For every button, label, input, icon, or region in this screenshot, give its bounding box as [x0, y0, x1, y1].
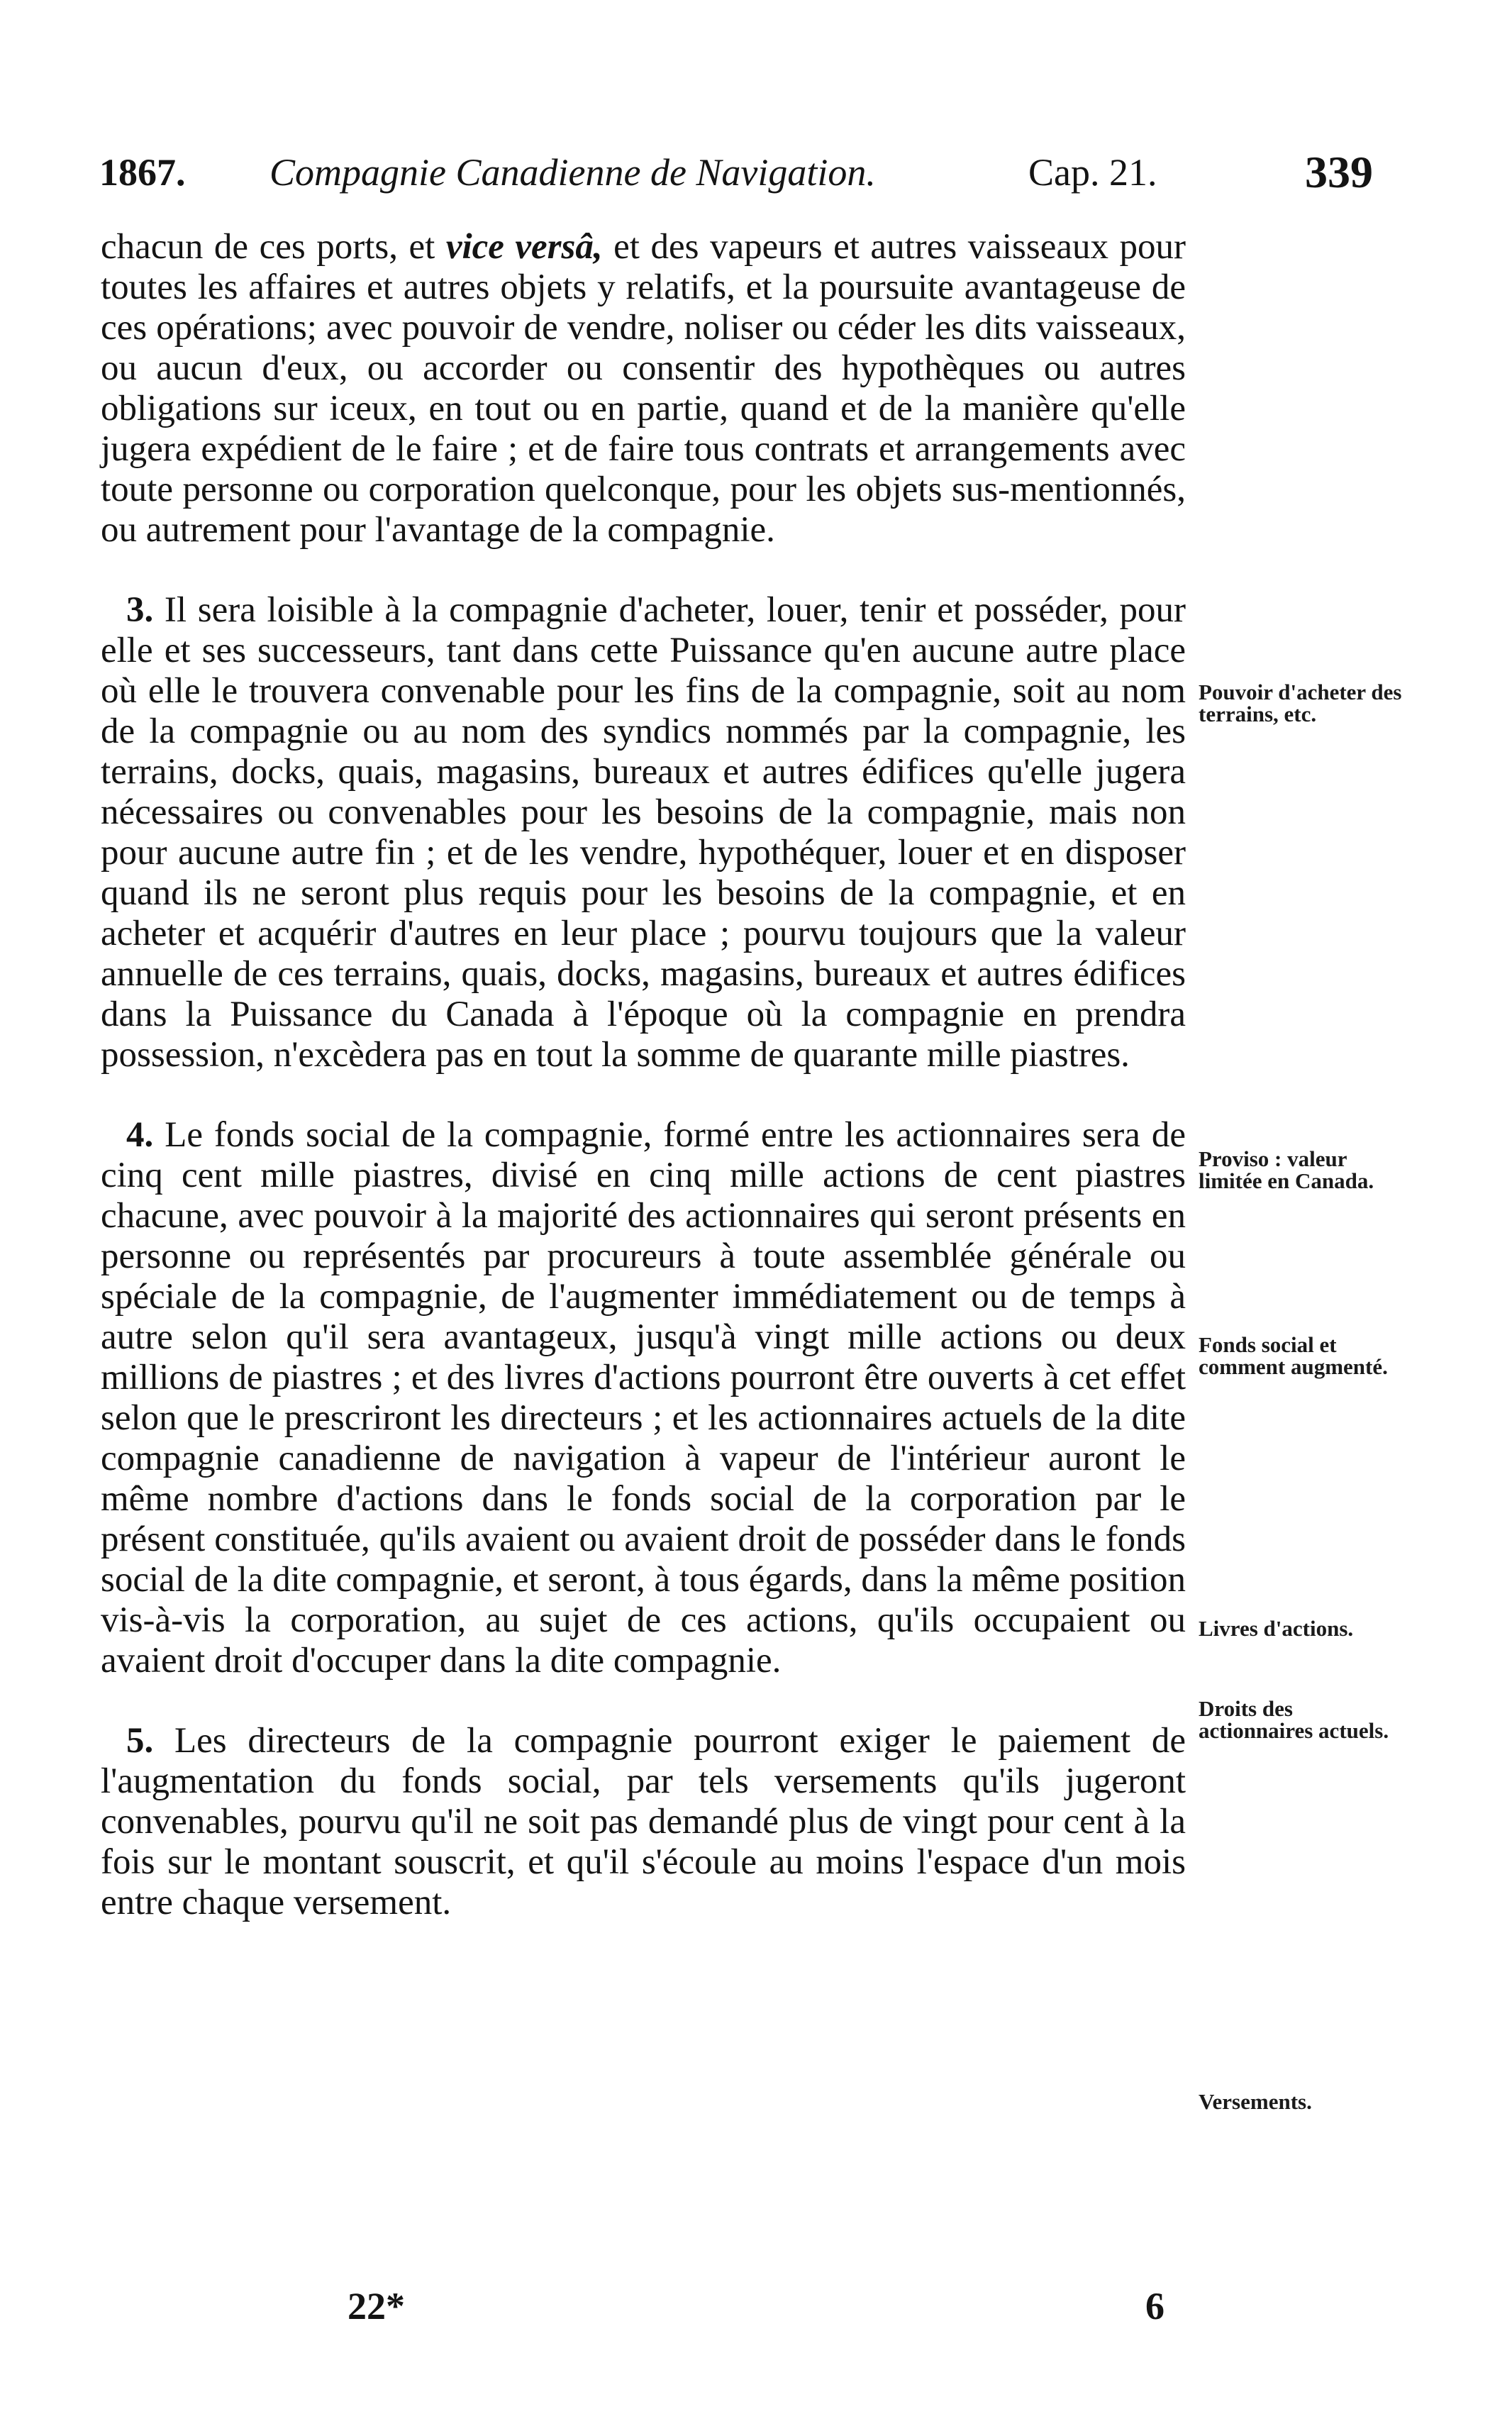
- header-chapter: Cap. 21.: [1028, 151, 1157, 194]
- printer-signature: 22*: [348, 2285, 405, 2327]
- main-text-column: [101, 227, 1186, 1923]
- side-note-droits: Droits des actionnaires actuels.: [1199, 1696, 1389, 1743]
- page-number: 339: [1305, 147, 1373, 197]
- section-3-text: Il sera loisible à la compagnie d'acheter, louer, tenir et posséder, pour elle et ses successeurs, tant dans cette Puissance qu'en aucune autre place où elle le trouvera convenable pour les fins de la compagnie, soit au nom de la compagnie ou au nom des syndics nommés par la compagnie, les terrains, docks, quais, magasins, bureaux et autres édifices qu'elle jugera nécessaires ou convenables pour les besoins de la compagnie, mais non pour aucune autre fin ; et de les vendre, hypothéquer, louer et en disposer quand ils ne seront plus requis pour les besoins de la compagnie, et en acheter et acquérir d'autres en leur place ; pourvu toujours que la valeur annuelle de ces terrains, quais, docks, magasins, bureaux et autres édifices dans la Puissance du Canada à l'époque où la compagnie en prendra possession, n'excèdera pas en tout la somme de quarante mille piastres.: [101, 590, 1186, 1075]
- section-5-text: Les directeurs de la compagnie pourront exiger le paiement de l'augmentation du fonds social, par tels versements qu'ils jugeront convenables, pourvu qu'il ne soit pas demandé plus de vingt pour cent à la fois sur le montant souscrit, et qu'il s'écoule au moins l'espace d'un mois entre chaque versement.: [101, 1721, 1186, 1922]
- paragraph-gap: [101, 1681, 1186, 1721]
- side-note-livres: Livres d'actions.: [1199, 1616, 1354, 1641]
- side-note-proviso: Proviso : valeur limitée en Canada.: [1199, 1146, 1374, 1193]
- section-4-number: 4.: [126, 1115, 154, 1155]
- section-4-text: Le fonds social de la compagnie, formé entre les actionnaires sera de cinq cent mille piastres, divisé en cinq mille actions de cent piastres chacune, avec pouvoir à la majorité des actionnaires qui seront présents en personne ou représentés par procureurs à toute assemblée générale ou spéciale de la compagnie, de l'augmenter immédiatement ou de temps à autre selon qu'il sera avantageux, jusqu'à vingt mille actions ou deux millions de piastres ; et des livres d'actions pourront être ouverts à cet effet selon que le prescriront les directeurs ; et les actionnaires actuels de la dite compagnie canadienne de navigation à vapeur de l'intérieur auront le même nombre d'actions dans le fonds social de la corporation par le présent constituée, qu'ils avaient ou avaient droit de posséder dans le fonds social de la dite compagnie, et seront, à tous égards, dans la même position vis-à-vis la corporation, au sujet de ces actions, qu'ils occupaient ou avaient droit d'occuper dans la dite compagnie.: [101, 1115, 1186, 1681]
- section-4-paragraph: [101, 1115, 1186, 1681]
- side-note-fonds-social: Fonds social et comment augmenté.: [1199, 1332, 1388, 1379]
- section-3-paragraph: [101, 590, 1186, 1075]
- header-year: 1867.: [99, 151, 186, 194]
- paragraph-gap: [101, 550, 1186, 590]
- section-3-number: 3.: [126, 590, 154, 630]
- section-5-paragraph: [101, 1721, 1186, 1923]
- running-head: [99, 140, 1404, 204]
- continuation-text-start: chacun de ces ports, et: [101, 227, 446, 267]
- vice-versa-phrase: vice versâ,: [445, 227, 603, 267]
- sheet-number: 6: [1145, 2285, 1164, 2327]
- continuation-paragraph: [101, 227, 1186, 550]
- side-note-pouvoir: Pouvoir d'acheter des terrains, etc.: [1199, 680, 1402, 726]
- side-note-versements: Versements.: [1199, 2089, 1312, 2114]
- paragraph-gap: [101, 1075, 1186, 1115]
- header-title: Compagnie Canadienne de Navigation.: [269, 151, 876, 194]
- section-5-number: 5.: [126, 1721, 154, 1761]
- continuation-text-end: et des vapeurs et autres vaisseaux pour toutes les affaires et autres objets y relatifs, et la poursuite avantageuse de ces opérations; avec pouvoir de vendre, noliser ou céder les dits vaisseaux, ou aucun d'eux, ou accorder ou consentir des hypothèques ou autres obligations sur iceux, en tout ou en partie, quand et de la manière qu'elle jugera expédient de le faire ; et de faire tous contrats et arrangements avec toute personne ou corporation quelconque, pour les objets sus-mentionnés, ou autrement pour l'avantage de la compagnie.: [101, 227, 1186, 550]
